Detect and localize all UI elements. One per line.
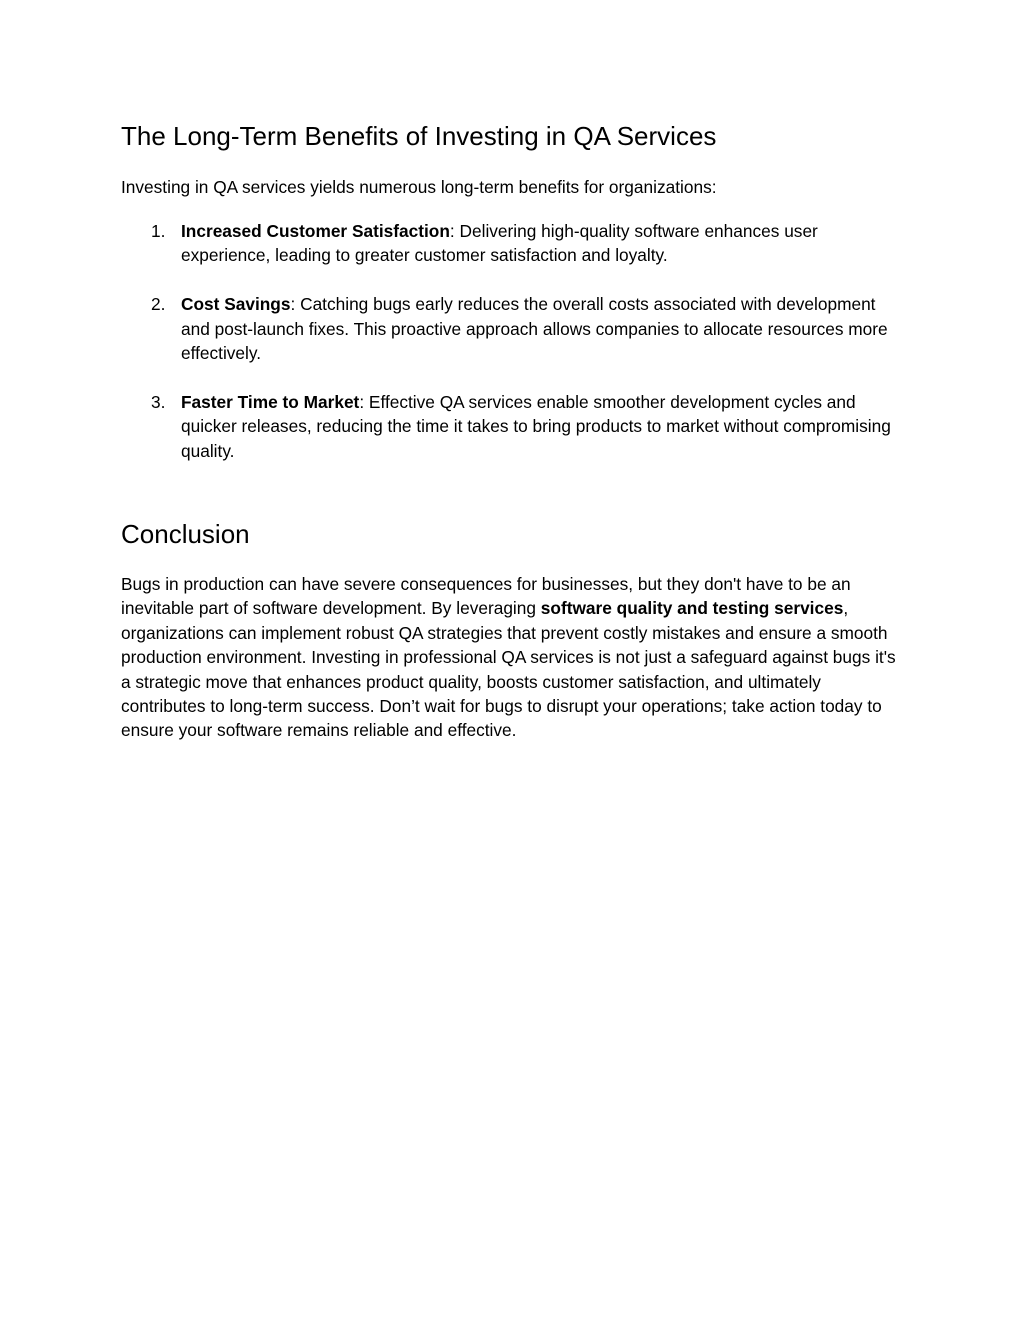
conclusion-text-start: Bugs in production can have severe consequences for businesses, but they don't have to be an inevitable part of software development. By leveraging	[121, 574, 851, 619]
list-item-text: : Delivering high-quality software enhances user experience, leading to greater customer satisfaction and loyalty.	[181, 221, 818, 266]
section-title-benefits: The Long-Term Benefits of Investing in QA Services	[121, 121, 717, 151]
section-title-conclusion: Conclusion	[121, 519, 250, 549]
list-item-text: : Effective QA services enable smoother development cycles and quicker releases, reducing the time it takes to bring products to market without compromising quality.	[181, 391, 891, 461]
list-item	[121, 390, 906, 463]
conclusion-text-end: , organizations can implement robust QA strategies that prevent costly mistakes and ensure a smooth production environment. Investing in professional QA services is not just a safeguard against bugs it's a strategic move that enhances product quality, boosts customer satisfaction, and ultimately contributes to long-term success. Don’t wait for bugs to disrupt your operations; take action today to ensure your software remains reliable and effective.	[121, 598, 896, 741]
list-item	[121, 219, 906, 268]
conclusion-link-term: software quality and testing services	[540, 598, 844, 619]
list-item	[121, 292, 906, 365]
list-item-term: Cost Savings	[181, 294, 291, 315]
list-item-term: Faster Time to Market	[181, 391, 360, 412]
list-item-text: : Catching bugs early reduces the overall costs associated with development and post-launch fixes. This proactive approach allows companies to allocate resources more effectively.	[181, 294, 888, 364]
list-number: 2.	[151, 294, 166, 315]
list-number: 1.	[151, 221, 166, 241]
conclusion-paragraph	[121, 572, 906, 743]
list-number: 3.	[151, 391, 166, 412]
benefits-list	[121, 219, 906, 487]
list-item-term: Increased Customer Satisfaction	[181, 221, 450, 241]
intro-paragraph: Investing in QA services yields numerous long-term benefits for organizations:	[121, 177, 717, 197]
